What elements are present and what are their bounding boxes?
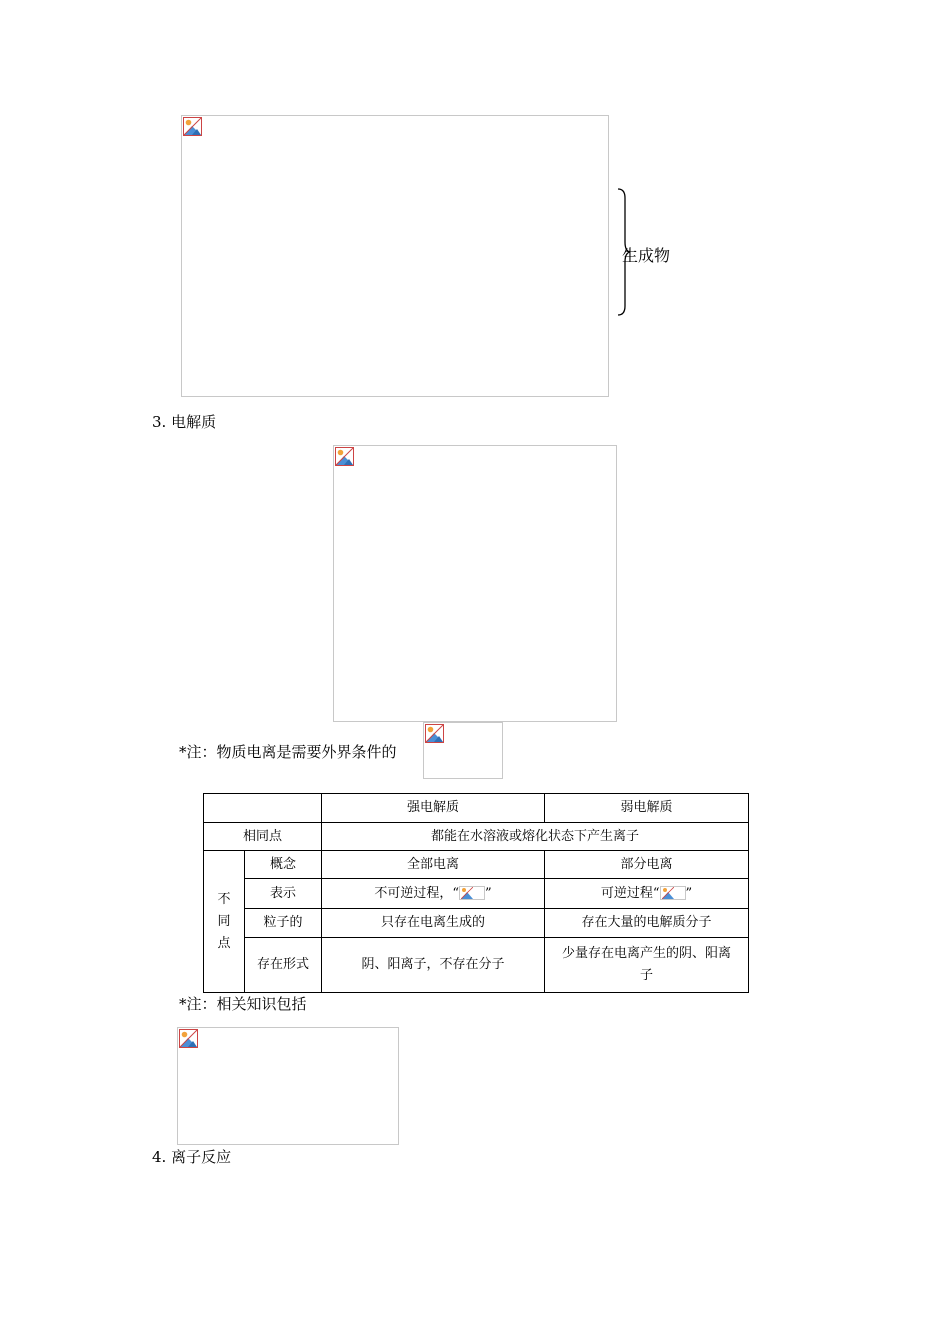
notation-prefix: 不可逆过程，“ <box>374 885 459 901</box>
row-strong-notation <box>322 879 545 909</box>
broken-image-icon <box>335 447 354 466</box>
table-row-particles <box>204 909 749 938</box>
table-row-concept <box>204 851 749 879</box>
table-header-row <box>204 794 749 823</box>
same-label: 相同点 <box>204 823 322 851</box>
diff-char: 同 <box>217 913 231 929</box>
row-label: 表示 <box>245 879 322 909</box>
note-ionization: *注：物质电离是需要外界条件的 <box>179 743 397 761</box>
diff-label <box>204 851 245 993</box>
row-weak-notation <box>545 879 749 909</box>
table-row-same <box>204 823 749 851</box>
irreversible-arrow-image <box>459 886 485 900</box>
note-related-knowledge: *注：相关知识包括 <box>179 995 307 1013</box>
broken-image-icon <box>461 887 473 899</box>
row-weak: 少量存在电离产生的阴、阳离子 <box>545 938 749 993</box>
row-strong: 只存在电离生成的 <box>322 909 545 938</box>
electrolyte-comparison-table <box>203 793 749 993</box>
row-strong: 全部电离 <box>322 851 545 879</box>
row-strong: 阴、阳离子，不存在分子 <box>322 938 545 993</box>
row-label: 概念 <box>245 851 322 879</box>
note-inline-image <box>423 722 503 779</box>
row-weak: 部分电离 <box>545 851 749 879</box>
row-weak: 存在大量的电解质分子 <box>545 909 749 938</box>
diagram-image-3 <box>177 1027 399 1145</box>
diff-char: 不 <box>217 891 231 907</box>
header-weak: 弱电解质 <box>545 794 749 823</box>
header-strong: 强电解质 <box>322 794 545 823</box>
table-row-form <box>204 938 749 993</box>
broken-image-icon <box>179 1029 198 1048</box>
notation-suffix: ” <box>485 885 492 901</box>
row-label: 存在形式 <box>245 938 322 993</box>
section-heading-electrolyte: 3. 电解质 <box>152 413 217 431</box>
table-row-notation <box>204 879 749 909</box>
section-heading-ionic-reaction: 4. 离子反应 <box>152 1148 232 1166</box>
reversible-arrow-image <box>660 886 686 900</box>
same-value: 都能在水溶液或熔化状态下产生离子 <box>322 823 749 851</box>
notation-prefix: 可逆过程“ <box>600 885 660 901</box>
product-label: 生成物 <box>622 246 671 265</box>
broken-image-icon <box>662 887 674 899</box>
diagram-image-1 <box>181 115 609 397</box>
diff-char: 点 <box>217 935 231 951</box>
notation-suffix: ” <box>685 885 693 901</box>
header-blank-cell <box>204 794 322 823</box>
diagram-image-2 <box>333 445 617 722</box>
broken-image-icon <box>183 117 202 136</box>
broken-image-icon <box>425 724 444 743</box>
row-label: 粒子的 <box>245 909 322 938</box>
